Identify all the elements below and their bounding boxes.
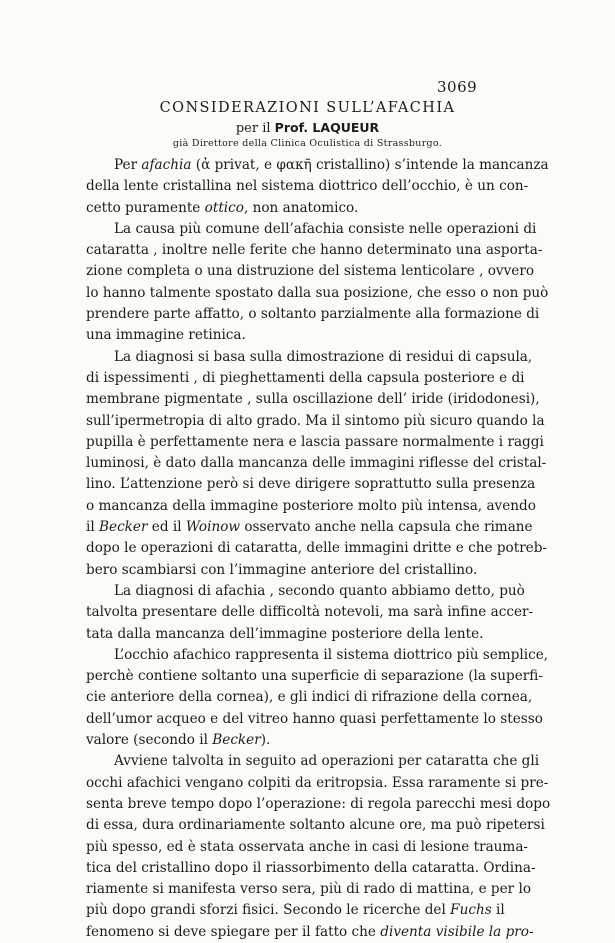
text-line: zione completa o una distruzione del sistema lenticolare , ovvero [86,263,535,280]
text-line: pupilla è perfettamente nera e lascia passare normalmente i raggi [86,433,544,450]
text-line: il Becker ed il Woinow osservato anche nella capsula che rimane [86,519,533,536]
text-line: cetto puramente ottico, non anatomico. [86,199,359,216]
text-line: Per afachia (ἀ privat, e φακῆ cristallino) s’intende la mancanza [114,157,549,173]
text-line: occhi afachici vengano colpiti da eritropsia. Essa raramente si pre- [86,774,549,791]
text-line: Avviene talvolta in seguito ad operazioni per cataratta che gli [114,753,540,770]
text-line: membrane pigmentate , sulla oscillazione dell’ iride (iridodonesi), [86,391,540,408]
text-line: tata dalla mancanza dell’immagine posteriore della lente. [86,625,484,642]
article-body [86,155,551,943]
text-line: dell’umor acqueo e del vitreo hanno quasi perfettamente lo stesso [86,710,543,727]
text-line: di essa, dura ordinariamente soltanto alcune ore, ma può ripetersi [86,817,545,834]
text-line: bero scambiarsi con l’immagine anteriore del cristallino. [86,561,478,578]
text-line: una immagine retinica. [86,327,246,344]
text-line: senta breve tempo dopo l’operazione: di regola parecchi mesi dopo [86,795,551,812]
text-line: o mancanza della immagine posteriore molto più intensa, avendo [86,497,536,514]
text-line: tica del cristallino dopo il riassorbimento della cataratta. Ordina- [86,859,536,876]
article-title: CONSIDERAZIONI SULL’AFACHIA [159,100,456,116]
text-line: dopo le operazioni di cataratta, delle immagini dritte e che potreb- [86,540,548,557]
text-line: lino. L’attenzione però si deve dirigere soprattutto sulla presenza [86,476,536,493]
text-line: talvolta presentare delle difficoltà notevoli, ma sarà infine accer- [86,604,534,621]
text-line: prendere parte affatto, o soltanto parzialmente alla formazione di [86,306,540,323]
text-line: cataratta , inoltre nelle ferite che hanno determinato una asporta- [86,242,543,259]
author-affiliation: già Direttore della Clinica Oculistica di Strassburgo. [172,138,443,149]
text-line: più spesso, ed è stata osservata anche in casi di lesione trauma- [86,838,529,855]
text-line: luminosi, è dato dalla mancanza delle immagini riflesse del cristal- [86,455,547,472]
byline [0,120,615,136]
text-line: della lente cristallina nel sistema diottrico dell’occhio, è un con- [86,178,529,195]
text-line: di ispessimenti , di pieghettamenti della capsula posteriore e di [86,369,525,386]
text-line: più dopo grandi sforzi fisici. Secondo le ricerche del Fuchs il [86,902,505,919]
text-line: perchè contiene soltanto una superficie di separazione (la superfi- [86,668,543,685]
text-line: cie anteriore della cornea), e gli indici di rifrazione della cornea, [86,689,533,706]
byline-prefix: per il [235,121,271,136]
text-line: valore (secondo il Becker). [86,732,271,749]
text-line: riamente si manifesta verso sera, più di rado di mattina, e per lo [86,881,532,898]
text-line: La causa più comune dell’afachia consiste nelle operazioni di [114,220,537,237]
text-line: La diagnosi si basa sulla dimostrazione di residui di capsula, [114,348,533,365]
text-line: fenomeno si deve spiegare per il fatto che diventa visibile la pro- [86,923,534,940]
author-name: Prof. LAQUEUR [274,120,380,135]
text-line: sull’ipermetropia di alto grado. Ma il sintomo più sicuro quando la [86,412,545,429]
text-line: La diagnosi di afachia , secondo quanto abbiamo detto, può [114,582,525,599]
text-line: lo hanno talmente spostato dalla sua posizione, che esso o non può [86,284,549,301]
page-number: 3069 [437,78,478,96]
text-line: L’occhio afachico rappresenta il sistema diottrico più semplice, [114,646,549,663]
